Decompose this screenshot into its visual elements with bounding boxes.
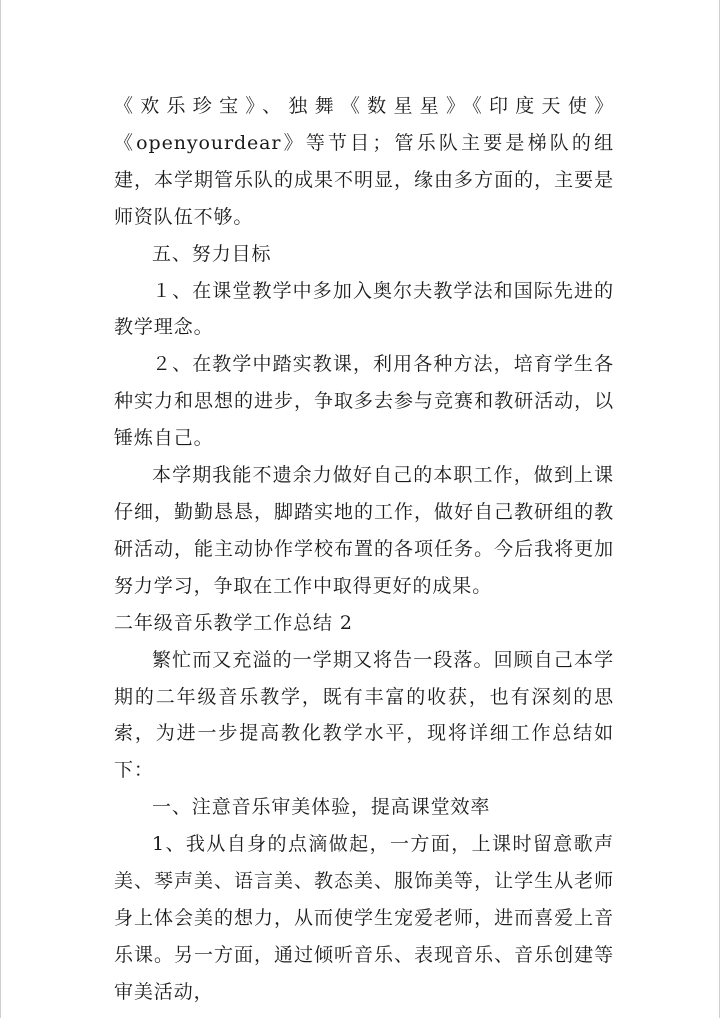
- paragraph-intro: 繁忙而又充溢的一学期又将告一段落。回顾自己本学期的二年级音乐教学，既有丰富的收获，也有深刻的思索，为进一步提高教化教学水平，现将详细工作总结如下：: [114, 648, 614, 782]
- section-heading-aesthetic: 一、注意音乐审美体验，提高课堂效率: [152, 796, 491, 819]
- goal-item-2: ２、在教学中踏实教课，利用各种方法，培育学生各种实力和思想的进步，争取多去参与竞赛和教研活动，以锤炼自己。: [114, 353, 614, 450]
- section-heading-goals: 五、努力目标: [152, 242, 272, 265]
- goal-item-1: １、在课堂教学中多加入奥尔夫教学法和国际先进的教学理念。: [114, 279, 614, 339]
- document-title-2: 二年级音乐教学工作总结 2: [114, 611, 353, 634]
- paragraph-item-1: 1、我从自身的点滴做起，一方面，上课时留意歌声美、琴声美、语言美、教态美、服饰美等，让学生从老师身上体会美的想力，从而使学生宠爱老师，进而喜爱上音乐课。另一方面，通过倾听音乐、表现音乐、音乐创建等审美活动，: [114, 833, 614, 1003]
- document-body: [114, 88, 614, 1011]
- paragraph-program-summary: 《欢乐珍宝》、独舞《数星星》《印度天使》《openyourdear》等节目；管乐队主要是梯队的组建，本学期管乐队的成果不明显，缘由多方面的，主要是师资队伍不够。: [114, 95, 614, 228]
- paragraph-conclusion: 本学期我能不遗余力做好自己的本职工作，做到上课仔细，勤勤恳恳，脚踏实地的工作，做好自己教研组的教研活动，能主动协作学校布置的各项任务。今后我将更加努力学习，争取在工作中取得更好的成果。: [114, 464, 614, 597]
